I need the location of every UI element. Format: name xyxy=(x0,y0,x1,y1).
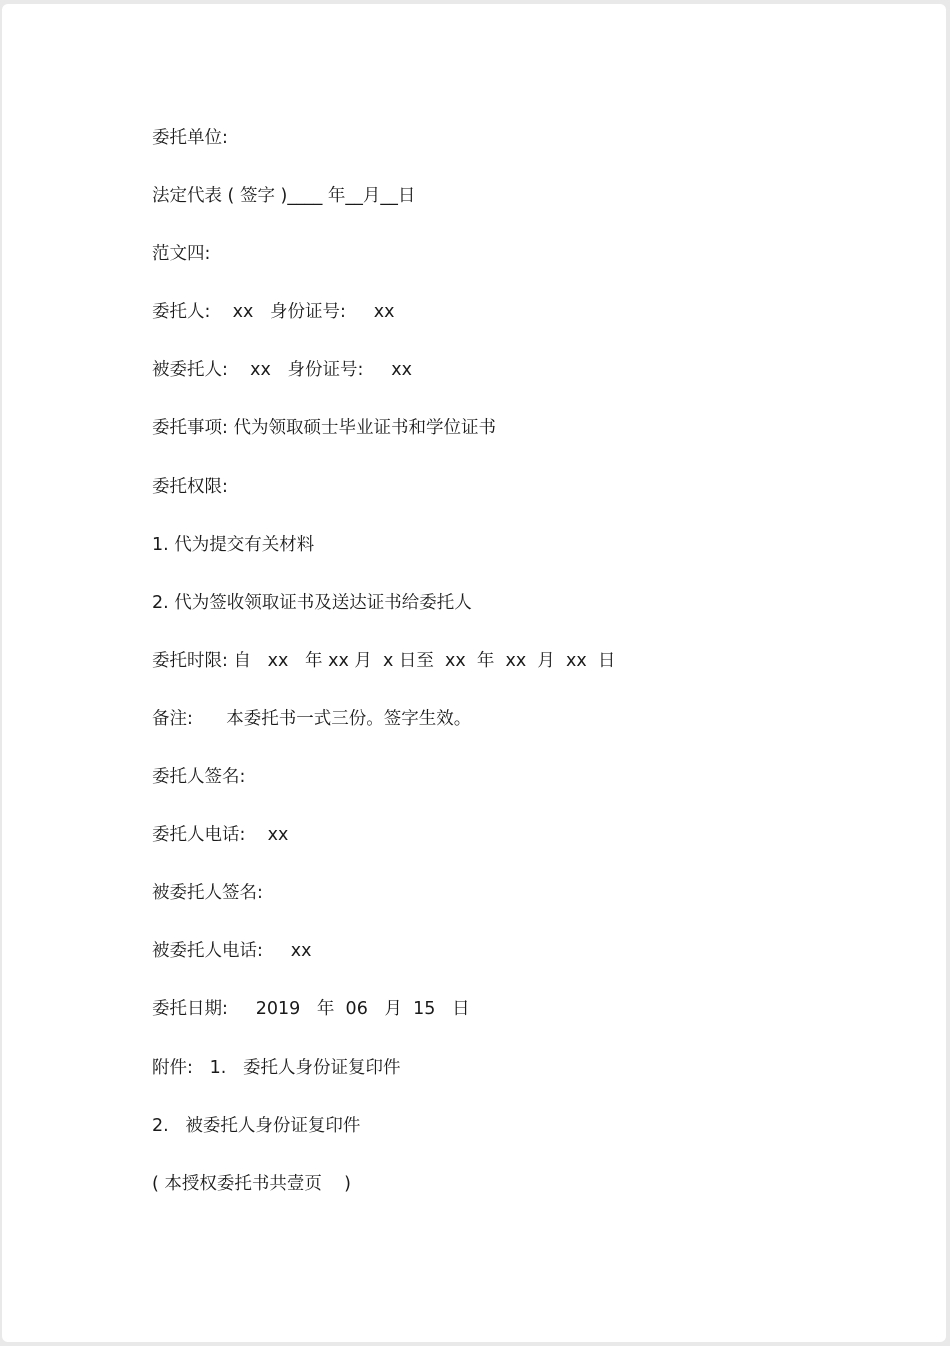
template-four-heading: 范文四: xyxy=(152,244,211,265)
legal-representative-signature-line: 法定代表 ( 签字 )____ 年__月__日 xyxy=(152,186,416,207)
agent-line: 被委托人: xx 身份证号: xx xyxy=(152,360,412,381)
authority-heading: 委托权限: xyxy=(152,476,228,497)
principal-line: 委托人: xx 身份证号: xx xyxy=(152,302,395,323)
document-page xyxy=(2,4,946,1342)
document-body xyxy=(152,126,852,1230)
delegation-period-line: 委托时限: 自 xx 年 xx 月 x 日至 xx 年 xx 月 xx 日 xyxy=(152,650,616,671)
remarks-line: 备注: 本委托书一式三份。签字生效。 xyxy=(152,708,472,729)
agent-phone-line: 被委托人电话: xx xyxy=(152,941,312,962)
delegation-date-line: 委托日期: 2019 年 06 月 15 日 xyxy=(152,999,470,1020)
delegating-unit-line: 委托单位: xyxy=(152,128,228,148)
agent-signature-line: 被委托人签名: xyxy=(152,883,263,904)
principal-phone-line: 委托人电话: xx xyxy=(152,825,289,846)
attachment-item-1: 附件: 1. 委托人身份证复印件 xyxy=(152,1057,401,1078)
delegated-matter-line: 委托事项: 代为领取硕士毕业证书和学位证书 xyxy=(152,418,496,439)
authority-item-2: 2. 代为签收领取证书及送达证书给委托人 xyxy=(152,592,472,613)
page-count-note: ( 本授权委托书共壹页 ) xyxy=(152,1173,351,1194)
principal-signature-line: 委托人签名: xyxy=(152,767,246,788)
authority-item-1: 1. 代为提交有关材料 xyxy=(152,534,315,555)
attachment-item-2: 2. 被委托人身份证复印件 xyxy=(152,1115,361,1136)
